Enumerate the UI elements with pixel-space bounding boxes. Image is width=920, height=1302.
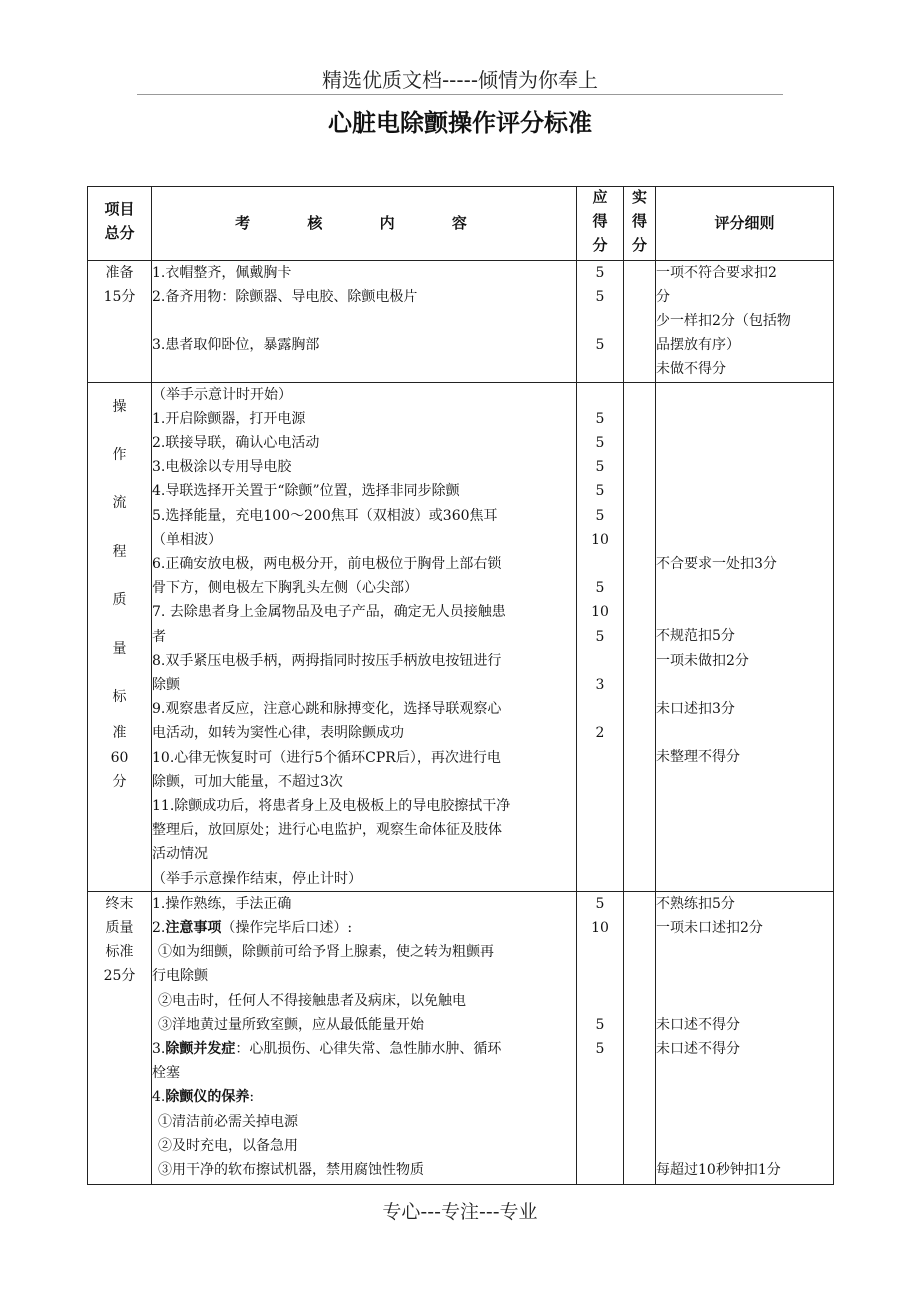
category-preparation: 准备 15分 bbox=[88, 260, 152, 382]
category-final-quality: 终末 质量 标准 25分 bbox=[88, 891, 152, 1184]
category-process: 操 作 流 程 质 量 标 准 60 分 bbox=[88, 382, 152, 891]
header-actual-score: 实 得 分 bbox=[624, 187, 656, 261]
actual-score-preparation bbox=[624, 260, 656, 382]
scoring-table bbox=[87, 186, 834, 1185]
page-footer: 专心---专注---专业 bbox=[382, 1201, 538, 1223]
table-row-preparation bbox=[88, 260, 834, 382]
header-should-score: 应 得 分 bbox=[577, 187, 624, 261]
should-score-process: 5 5 5 5 5 10 5 10 5 3 2 bbox=[577, 382, 624, 891]
page-header: 精选优质文档-----倾情为你奉上 bbox=[321, 68, 599, 92]
table-header-row bbox=[88, 187, 834, 261]
header-scoring-details: 评分细则 bbox=[656, 187, 834, 261]
actual-score-final-quality bbox=[624, 891, 656, 1184]
document-title: 心脏电除颤操作评分标准 bbox=[328, 109, 592, 137]
details-final-quality: 不熟练扣5分 一项未口述扣2分 未口述不得分 未口述不得分 每超过10秒钟扣1分 bbox=[656, 891, 834, 1184]
actual-score-process bbox=[624, 382, 656, 891]
header-item-total: 项目 总分 bbox=[88, 187, 152, 261]
content-preparation: 1.衣帽整齐，佩戴胸卡 2.备齐用物：除颤器、导电胶、除颤电极片 3.患者取仰卧位，暴露胸部 bbox=[152, 260, 577, 382]
content-final-quality: 1.操作熟练，手法正确 2.注意事项（操作完毕后口述）: ①如为细颤，除颤前可给予肾上腺素，使之转为粗颤再 行电除颤 ②电击时，任何人不得接触患者及病床，以免触电 ③洋地黄过量所致室颤，应从最低能量开始 3.除颤并发症：心肌损伤、心律失常、急性肺水肿、循环 栓塞 4.除颤仪的保养: ①清洁前必需关掉电源 ②及时充电，以备急用 ③用干净的软布擦试机器，禁用腐蚀性物质 bbox=[152, 891, 577, 1184]
table-row-process bbox=[88, 382, 834, 891]
should-score-preparation: 5 5 5 bbox=[577, 260, 624, 382]
details-process: 不合要求一处扣3分 不规范扣5分 一项未做扣2分 未口述扣3分 未整理不得分 bbox=[656, 382, 834, 891]
details-preparation: 一项不符合要求扣2 分 少一样扣2分（包括物 品摆放有序） 未做不得分 bbox=[656, 260, 834, 382]
header-rule bbox=[137, 94, 783, 95]
should-score-final-quality: 5 10 5 5 bbox=[577, 891, 624, 1184]
table-row-final-quality bbox=[88, 891, 834, 1184]
content-process: （举手示意计时开始） 1.开启除颤器，打开电源 2.联接导联，确认心电活动 3.电极涂以专用导电胶 4.导联选择开关置于“除颤”位置，选择非同步除颤 5.选择能量，充电100～200焦耳（双相波）或360焦耳 （单相波） 6.正确安放电极，两电极分开，前电极位于胸骨上部右锁 骨下方，侧电极左下胸乳头左侧（心尖部） 7. 去除患者身上金属物品及电子产品，确定无人员接触患 者 8.双手紧压电极手柄，两拇指同时按压手柄放电按钮进行 除颤 9.观察患者反应，注意心跳和脉搏变化，选择导联观察心 电活动，如转为窦性心律，表明除颤成功 10.心律无恢复时可（进行5个循环CPR后），再次进行电 除颤，可加大能量，不超过3次 11.除颤成功后，将患者身上及电极板上的导电胶擦拭干净 整理后，放回原处；进行心电监护，观察生命体征及肢体 活动情况 （举手示意操作结束，停止计时） bbox=[152, 382, 577, 891]
header-content: 考 核 内 容 bbox=[152, 187, 577, 261]
